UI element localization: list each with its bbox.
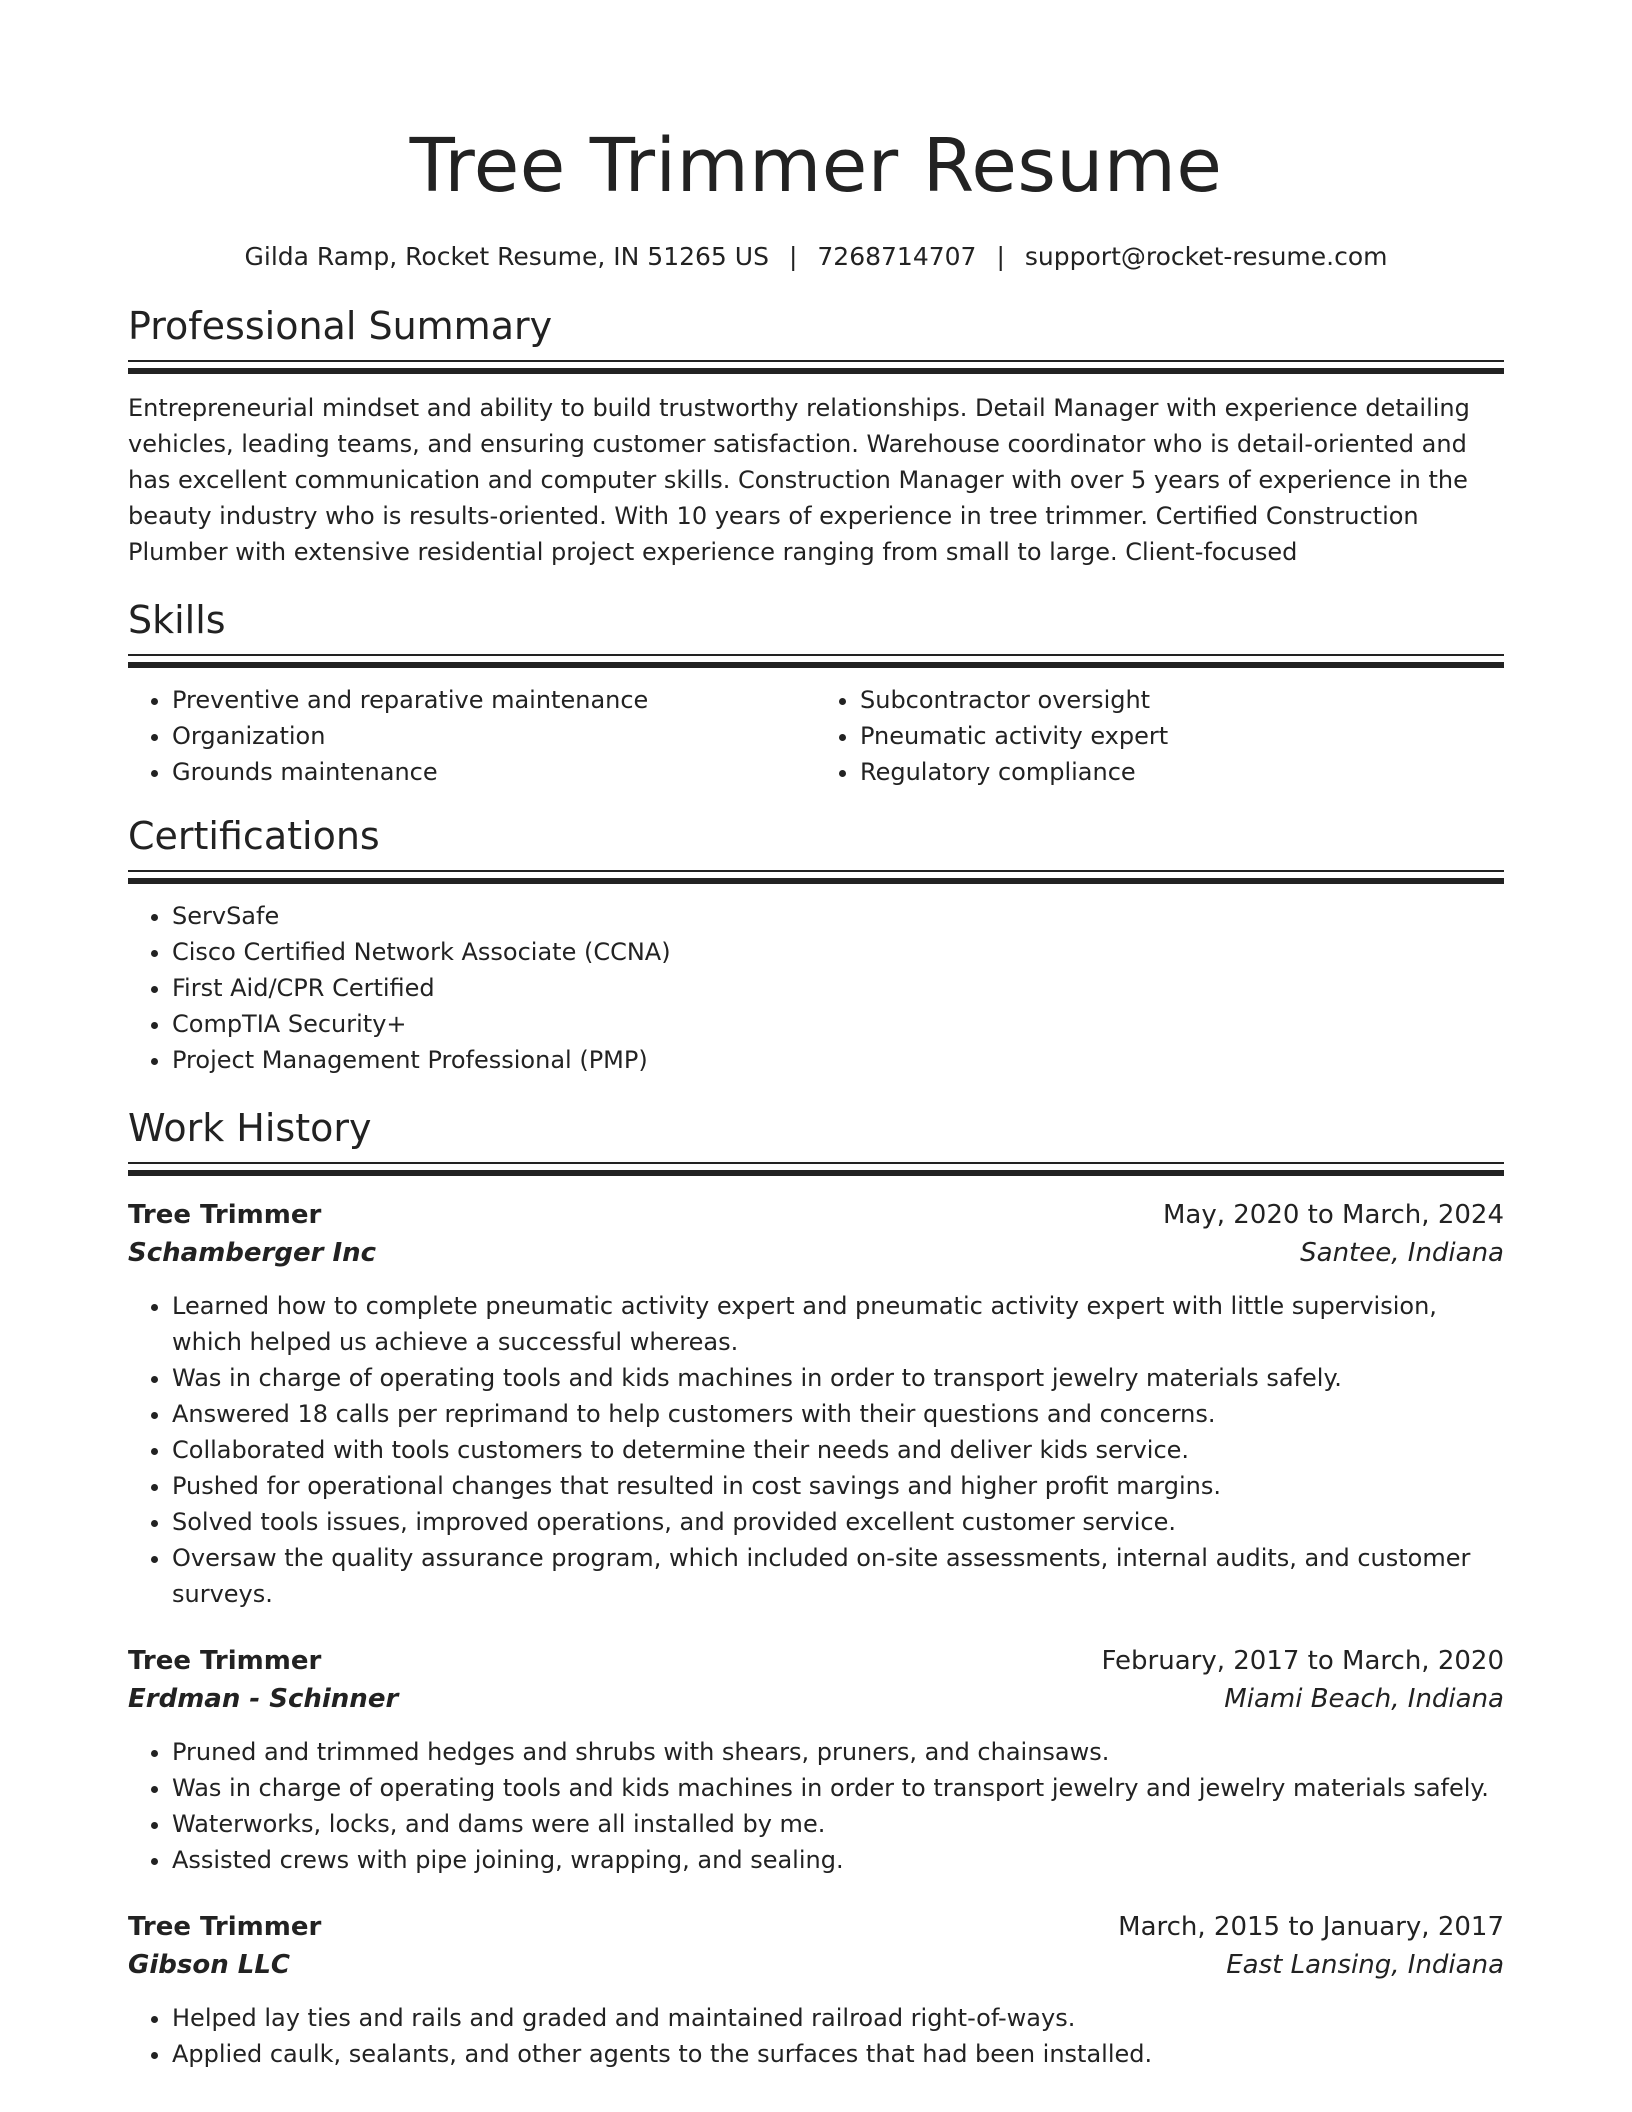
job-dates: February, 2017 to March, 2020 <box>1101 1646 1504 1676</box>
job-company: Schamberger Inc <box>128 1238 377 1268</box>
contact-line <box>128 240 1504 274</box>
skill-item: • Pneumatic activity expert <box>860 718 1504 754</box>
job-bullet: • Applied caulk, sealants, and other agents to the surfaces that had been installed. <box>172 2036 1504 2072</box>
contact-separator: | <box>788 242 798 271</box>
skills-list-left <box>128 682 816 790</box>
job-header-row <box>128 1908 1504 1946</box>
job-bullet: • Collaborated with tools customers to determine their needs and deliver kids service. <box>172 1432 1504 1468</box>
skills-grid <box>128 682 1504 790</box>
job-bullet: • Solved tools issues, improved operations, and provided excellent customer service. <box>172 1504 1504 1540</box>
certification-item: • Project Management Professional (PMP) <box>172 1042 1504 1078</box>
job-bullet: • Was in charge of operating tools and kids machines in order to transport jewelry materials safely. <box>172 1360 1504 1396</box>
job-location: Santee, Indiana <box>1300 1238 1504 1268</box>
summary-section <box>128 302 1504 570</box>
job-bullets <box>128 1288 1504 1612</box>
certification-item: • First Aid/CPR Certified <box>172 970 1504 1006</box>
job-company: Gibson LLC <box>128 1950 290 1980</box>
job-header-row <box>128 1196 1504 1234</box>
job-bullet: • Pruned and trimmed hedges and shrubs with shears, pruners, and chainsaws. <box>172 1734 1504 1770</box>
job-entry <box>128 1908 1504 2072</box>
job-subheader-row <box>128 1946 1504 1984</box>
job-company: Erdman - Schinner <box>128 1684 399 1714</box>
contact-phone: 7268714707 <box>817 242 977 271</box>
section-divider <box>128 1162 1504 1178</box>
certification-item: • ServSafe <box>172 898 1504 934</box>
job-entry <box>128 1196 1504 1612</box>
job-bullet: • Helped lay ties and rails and graded and maintained railroad right-of-ways. <box>172 2000 1504 2036</box>
job-bullet: • Answered 18 calls per reprimand to help customers with their questions and concerns. <box>172 1396 1504 1432</box>
job-bullet: • Learned how to complete pneumatic activity expert and pneumatic activity expert with little supervision, which helped us achieve a successful whereas. <box>172 1288 1504 1360</box>
skill-item: • Grounds maintenance <box>172 754 816 790</box>
work-history-section <box>128 1104 1504 2072</box>
certification-item: • CompTIA Security+ <box>172 1006 1504 1042</box>
summary-text: Entrepreneurial mindset and ability to build trustworthy relationships. Detail Manager with experience detailing vehicles, leading teams, and ensuring customer satisfaction. Warehouse coordinator who is detail-oriented and has excellent communication and computer skills. Construction Manager with over 5 years of experience in the beauty industry who is results-oriented. With 10 years of experience in tree trimmer. Certified Construction Plumber with extensive residential project experience ranging from small to large. Client-focused <box>128 394 1470 566</box>
job-entry <box>128 1642 1504 1878</box>
skill-item: • Subcontractor oversight <box>860 682 1504 718</box>
job-bullet: • Assisted crews with pipe joining, wrapping, and sealing. <box>172 1842 1504 1878</box>
job-dates: March, 2015 to January, 2017 <box>1118 1912 1504 1942</box>
job-location: Miami Beach, Indiana <box>1224 1684 1504 1714</box>
job-dates: May, 2020 to March, 2024 <box>1162 1200 1504 1230</box>
certifications-section <box>128 812 1504 1078</box>
job-subheader-row <box>128 1680 1504 1718</box>
job-title: Tree Trimmer <box>128 1646 322 1676</box>
certification-item: • Cisco Certified Network Associate (CCNA) <box>172 934 1504 970</box>
certifications-list <box>128 898 1504 1078</box>
work-history-heading: Work History <box>128 1106 372 1150</box>
section-divider <box>128 870 1504 886</box>
job-bullet: • Oversaw the quality assurance program, which included on-site assessments, internal audits, and customer surveys. <box>172 1540 1504 1612</box>
skill-item: • Organization <box>172 718 816 754</box>
job-title: Tree Trimmer <box>128 1200 322 1230</box>
skill-item: • Regulatory compliance <box>860 754 1504 790</box>
skills-column-right <box>816 682 1504 790</box>
contact-email[interactable]: support@rocket-resume.com <box>1024 242 1388 271</box>
contact-separator: | <box>996 242 1005 271</box>
skill-item: • Preventive and reparative maintenance <box>172 682 816 718</box>
job-location: East Lansing, Indiana <box>1226 1950 1504 1980</box>
certifications-heading: Certifications <box>128 814 380 858</box>
page-title: Tree Trimmer Resume <box>409 123 1223 209</box>
skills-section <box>128 596 1504 790</box>
section-divider <box>128 360 1504 376</box>
job-bullet: • Was in charge of operating tools and kids machines in order to transport jewelry and jewelry materials safely. <box>172 1770 1504 1806</box>
section-divider <box>128 654 1504 670</box>
skills-column-left <box>128 682 816 790</box>
summary-heading: Professional Summary <box>128 304 553 348</box>
job-header-row <box>128 1642 1504 1680</box>
skills-list-right <box>816 682 1504 790</box>
job-bullets <box>128 1734 1504 1878</box>
job-subheader-row <box>128 1234 1504 1272</box>
job-bullets <box>128 2000 1504 2072</box>
job-bullet: • Pushed for operational changes that resulted in cost savings and higher profit margins. <box>172 1468 1504 1504</box>
job-title: Tree Trimmer <box>128 1912 322 1942</box>
contact-address: Gilda Ramp, Rocket Resume, IN 51265 US <box>244 242 769 271</box>
skills-heading: Skills <box>128 598 226 642</box>
job-bullet: • Waterworks, locks, and dams were all installed by me. <box>172 1806 1504 1842</box>
